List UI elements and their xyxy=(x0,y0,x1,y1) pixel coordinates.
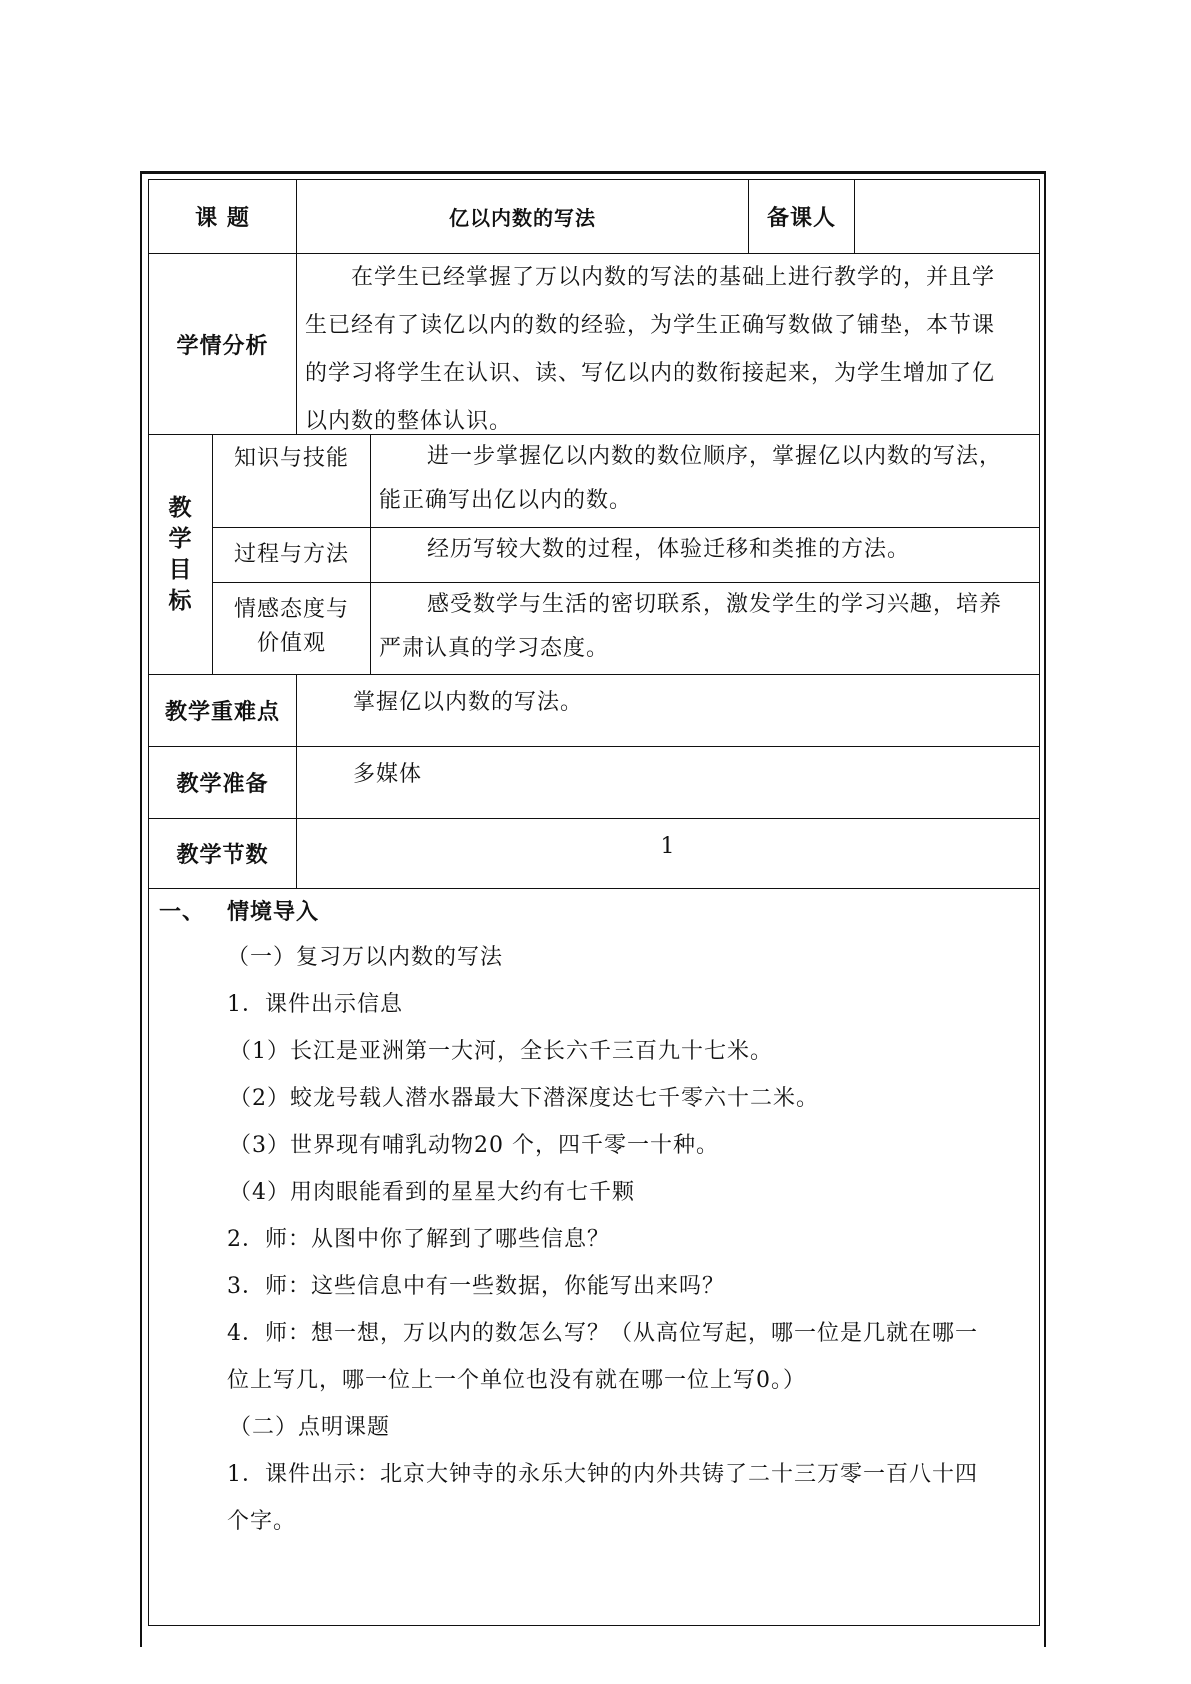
goal-name-line: 价值观 xyxy=(256,631,326,656)
goal-name xyxy=(213,583,371,674)
goals-row xyxy=(149,435,1039,675)
process-line: （3）世界现有哺乳动物20 个，四千零一十种。 xyxy=(229,1133,719,1158)
topic-value: 亿以内数的写法 xyxy=(297,180,749,253)
goal-line: 感受数学与生活的密切联系，激发学生的学习兴趣，培养 xyxy=(427,592,1003,617)
analysis-line: 以内数的整体认识。 xyxy=(305,409,513,434)
section-number: 一、 xyxy=(159,900,206,925)
analysis-line: 的学习将学生在认识、读、写亿以内的数衔接起来，为学生增加了亿 xyxy=(305,361,996,386)
teaching-process xyxy=(149,889,1039,1625)
periods-row xyxy=(149,819,1039,889)
goal-text xyxy=(371,528,1039,582)
preparation-label: 教学准备 xyxy=(149,747,297,818)
process-line: （一）复习万以内数的写法 xyxy=(227,945,504,970)
process-line: （1）长江是亚洲第一大河，全长六千三百九十七米。 xyxy=(229,1039,773,1064)
goals-label-char: 目 xyxy=(168,556,193,583)
analysis-text xyxy=(297,254,1039,434)
periods-value: 1 xyxy=(660,834,676,859)
goals-label-char: 学 xyxy=(168,525,193,552)
goal-line: 经历写较大数的过程，体验迁移和类推的方法。 xyxy=(427,537,911,562)
goal-line: 进一步掌握亿以内数的数位顺序，掌握亿以内数的写法， xyxy=(427,444,1003,469)
goal-line: 能正确写出亿以内的数。 xyxy=(379,488,633,513)
goal-text xyxy=(371,583,1039,674)
keypoints-value: 掌握亿以内数的写法。 xyxy=(353,690,584,715)
goals-label-char: 教 xyxy=(168,494,193,521)
goal-attitude xyxy=(213,583,1039,674)
process-line: 3．师：这些信息中有一些数据，你能写出来吗？ xyxy=(227,1274,725,1299)
preparer-label: 备课人 xyxy=(749,180,855,253)
preparation-row xyxy=(149,747,1039,819)
preparation-value: 多媒体 xyxy=(353,762,423,787)
periods-label: 教学节数 xyxy=(149,819,297,888)
keypoints-row xyxy=(149,675,1039,747)
goal-line: 严肃认真的学习态度。 xyxy=(379,636,610,661)
goal-name-line: 情感态度与 xyxy=(233,597,349,622)
goals-label-char: 标 xyxy=(168,587,193,614)
header-row xyxy=(149,180,1039,254)
process-line: （2）蛟龙号载人潜水器最大下潜深度达七千零六十二米。 xyxy=(229,1086,819,1111)
lesson-plan-frame xyxy=(140,171,1046,1647)
process-line: 位上写几，哪一位上一个单位也没有就在哪一位上写0。） xyxy=(227,1368,806,1393)
keypoints-label: 教学重难点 xyxy=(149,675,297,746)
process-line: （4）用肉眼能看到的星星大约有七千颗 xyxy=(229,1180,635,1205)
process-line: 1．课件出示：北京大钟寺的永乐大钟的内外共铸了二十三万零一百八十四 xyxy=(227,1462,978,1487)
analysis-label: 学情分析 xyxy=(149,254,297,434)
goal-knowledge xyxy=(213,435,1039,528)
process-line: 4．师：想一想，万以内的数怎么写？（从高位写起，哪一位是几就在哪一 xyxy=(227,1321,978,1346)
goal-name: 知识与技能 xyxy=(213,435,371,527)
goal-text xyxy=(371,435,1039,527)
process-line: （二）点明课题 xyxy=(229,1415,391,1440)
goal-name: 过程与方法 xyxy=(213,528,371,582)
process-line: 1．课件出示信息 xyxy=(227,992,403,1017)
lesson-plan-table xyxy=(148,179,1040,1626)
goals-subtable xyxy=(213,435,1039,674)
analysis-row xyxy=(149,254,1039,435)
analysis-line: 生已经有了读亿以内的数的经验，为学生正确写数做了铺垫，本节课 xyxy=(305,313,996,338)
process-line: 个字。 xyxy=(227,1509,297,1534)
preparer-value xyxy=(855,180,1039,253)
topic-label: 课 题 xyxy=(149,180,297,253)
analysis-line: 在学生已经掌握了万以内数的写法的基础上进行教学的，并且学 xyxy=(351,265,996,290)
section-title: 情境导入 xyxy=(227,900,320,925)
process-line: 2．师：从图中你了解到了哪些信息？ xyxy=(227,1227,610,1252)
goal-process xyxy=(213,528,1039,583)
goals-label xyxy=(149,435,213,674)
